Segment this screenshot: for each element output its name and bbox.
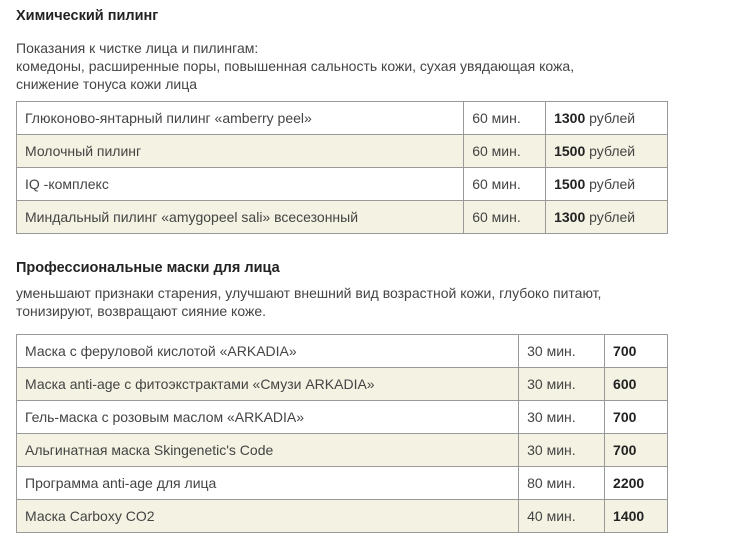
- service-name: Миндальный пилинг «amygopeel sali» всесезонный: [17, 201, 464, 234]
- price-value: 1300: [554, 209, 586, 225]
- table-row: [17, 201, 668, 234]
- price-value: 1300: [554, 110, 586, 126]
- price-value: 700: [613, 409, 637, 425]
- service-duration: 60 мин.: [464, 135, 546, 168]
- service-price: [605, 335, 668, 368]
- service-price: [546, 168, 668, 201]
- masks-section: [16, 260, 601, 320]
- service-duration: 60 мин.: [464, 168, 546, 201]
- service-name: Глюконово-янтарный пилинг «amberry peel»: [17, 102, 464, 135]
- service-name: Гель-маска с розовым маслом «ARKADIA»: [17, 401, 519, 434]
- price-unit: рублей: [589, 110, 636, 126]
- service-duration: 60 мин.: [464, 102, 546, 135]
- table-row: [17, 467, 668, 500]
- service-duration: 30 мин.: [519, 368, 605, 401]
- table-row: [17, 434, 668, 467]
- service-price: [605, 434, 668, 467]
- service-price: [546, 135, 668, 168]
- service-price: [546, 201, 668, 234]
- price-value: 600: [613, 376, 637, 392]
- service-duration: 30 мин.: [519, 335, 605, 368]
- section-title: Профессиональные маски для лица: [16, 260, 280, 276]
- peeling-price-table: [16, 101, 668, 234]
- price-value: 1400: [613, 508, 645, 524]
- section-description: уменьшают признаки старения, улучшают внешний вид возрастной кожи, глубоко питают, тонизируют, возвращают сияние коже.: [16, 285, 602, 319]
- service-duration: 30 мин.: [519, 434, 605, 467]
- service-price: [605, 368, 668, 401]
- service-name: Альгинатная маска Skingenetic's Code: [17, 434, 519, 467]
- service-duration: 60 мин.: [464, 201, 546, 234]
- table-row: [17, 135, 668, 168]
- service-name: IQ -комплекс: [17, 168, 464, 201]
- price-value: 700: [613, 442, 637, 458]
- service-duration: 80 мин.: [519, 467, 605, 500]
- masks-price-table: [16, 334, 668, 533]
- service-price: [605, 401, 668, 434]
- service-name: Программа anti-age для лица: [17, 467, 519, 500]
- service-duration: 30 мин.: [519, 401, 605, 434]
- table-row: [17, 500, 668, 533]
- service-price: [546, 102, 668, 135]
- price-unit: рублей: [589, 176, 636, 192]
- service-name: Маска с феруловой кислотой «ARKADIA»: [17, 335, 519, 368]
- service-name: Молочный пилинг: [17, 135, 464, 168]
- table-row: [17, 368, 668, 401]
- table-row: [17, 401, 668, 434]
- service-name: Маска Carboxy CO2: [17, 500, 519, 533]
- section-title: Химический пилинг: [16, 8, 159, 24]
- table-row: [17, 168, 668, 201]
- price-value: 1500: [554, 176, 586, 192]
- price-value: 2200: [613, 475, 645, 491]
- price-unit: рублей: [589, 143, 636, 159]
- service-duration: 40 мин.: [519, 500, 605, 533]
- table-row: [17, 335, 668, 368]
- peeling-section: [16, 8, 574, 93]
- section-description: Показания к чистке лица и пилингам: комедоны, расширенные поры, повышенная сальность кожи, сухая увядающая кожа, снижение тонуса кожи лица: [16, 40, 575, 92]
- service-price: [605, 500, 668, 533]
- service-price: [605, 467, 668, 500]
- table-row: [17, 102, 668, 135]
- price-unit: рублей: [589, 209, 636, 225]
- price-value: 700: [613, 343, 637, 359]
- price-value: 1500: [554, 143, 586, 159]
- service-name: Маска anti-age с фитоэкстрактами «Смузи ARKADIA»: [17, 368, 519, 401]
